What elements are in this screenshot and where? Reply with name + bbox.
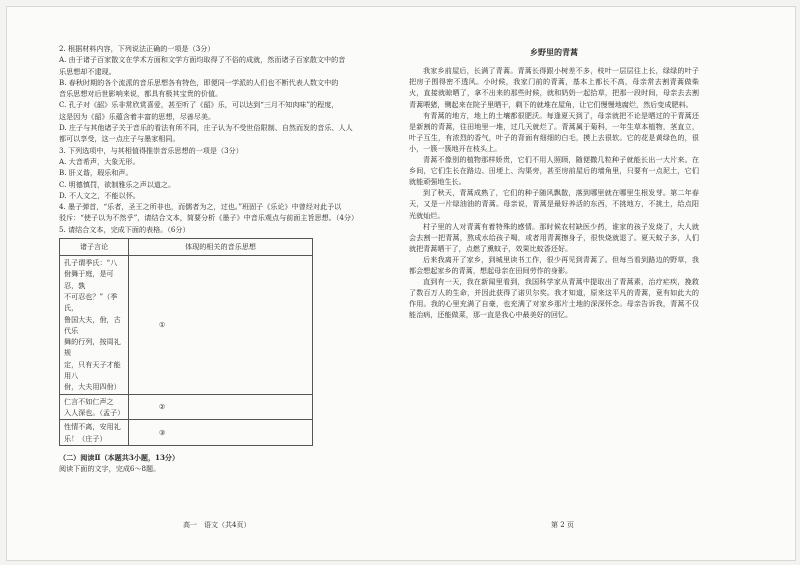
table-header-right: 体现的相关的音乐思想 (129, 239, 313, 256)
left-column (59, 43, 373, 474)
footer-left: 高一 语文（共4页） (183, 521, 251, 529)
table-quote-cell (60, 394, 129, 420)
question-line: 驳斥：“使子以为不然乎”，请结合文本，简要分析《墨子》中音乐观点与前面主旨思想。（4分） (59, 213, 359, 223)
answer-blank-2[interactable]: ② (129, 394, 313, 420)
article-paragraph: 后来我离开了家乡，到城里读书工作，很少再见到青蒿了。但每当看到路边的野草，我都会想起家乡的青蒿，想起母亲在田间劳作的身影。 (409, 254, 699, 275)
article-paragraph: 有青蒿的地方，地上的土壤都很肥沃。每逢夏天到了，母亲就把不论是晒过的干青蒿还是新割的青蒿，往田地里一堆，过几天就烂了。青蒿属于菊科，一年生草本植物，茎直立，叶子互生，有浓烈的香气，叶子的背面有细细的白毛，摸上去很软。它的花是黄绿色的，很小，一簇一簇地开在枝头上。 (409, 110, 699, 153)
article-paragraph: 村子里的人对青蒿有着特殊的感情。那时候农村缺医少药，谁家的孩子发烧了，大人就会去割一把青蒿，熬成水给孩子喝，或者用青蒿擦身子，很快烧就退了。夏天蚊子多，人们就把青蒿晒干了，点燃了熏蚊子，效果比蚊香还好。 (409, 221, 699, 253)
question-line: B. 肝义谐，瑕乐和声。 (59, 168, 133, 178)
section-instruction: 阅读下面的文字，完成6～8题。 (59, 464, 161, 474)
quote-line: 不可忍也？”（季氏， (64, 291, 118, 313)
question-line: C. 明德慎罚，欲制雅乐之声以道之。 (59, 179, 176, 189)
answer-table (59, 238, 313, 446)
question-line: 4. 墨子弹首，“乐者，圣王之所非也，而儒者为之，过也。”班固子《乐论》中曾经对此予以 (59, 202, 342, 212)
question-line: B. 春秋时期的各个流派的音乐思想各有特色，即便同一学派的人们也不断代表人数文中的 (59, 77, 339, 87)
question-line: 音乐思想对后世影响来说，都具有极其宝贵的价值。 (59, 89, 223, 99)
article-paragraph: 到了秋天，青蒿成熟了，它们的种子随风飘散，落到哪里就在哪里生根发芽。第二年春天，又是一片绿油油的青蒿。母亲说，青蒿是最好养活的东西，不挑地方，不挑土，给点阳光就灿烂。 (409, 188, 699, 220)
question-3-5 (59, 145, 373, 235)
quote-line: 性情不离，安用礼 (64, 422, 121, 432)
table-quote-cell (60, 420, 129, 446)
table-row (60, 256, 313, 395)
quote-line: 鲁国大夫，佾，古代乐 (64, 314, 121, 335)
quote-line: 定，只有天子才能用八 (64, 359, 121, 381)
quote-line: 入人深也。（孟子） (64, 407, 125, 417)
quote-line: 乐！（庄子） (64, 433, 107, 443)
quote-line: 仁言不如仁声之 (64, 396, 114, 406)
question-line: 乐思想却不逮现。 (59, 66, 116, 76)
question-line: 5. 请结合文本，完成下面的表格。（6分） (59, 224, 190, 234)
question-line: C. 孔子对《韶》乐非常欣赏喜爱，甚至听了《韶》乐，可以达到“三月不知肉味”的程度， (59, 100, 339, 110)
answer-blank-1[interactable]: ① (129, 256, 313, 395)
table-quote-cell (60, 256, 129, 395)
quote-line: 佾，大夫用四佾） (64, 382, 121, 392)
section-heading: （二）阅读Ⅱ（本题共3小题，13分） (59, 452, 180, 462)
question-line: 3. 下列选项中，与其相值得推崇音乐思想的一项是（3分） (59, 145, 243, 155)
question-line: A. 由于诸子百家散文在学术方面和文学方面均取得了不俗的成就，然而诸子百家散文中的音 (59, 55, 346, 65)
question-line: A. 大音希声，大象无形。 (59, 156, 140, 166)
article-paragraph: 青蒿不像别的植物那样娇贵，它们不用人照顾，随便撒几粒种子就能长出一大片来。在乡间，它们生长在路边、田埂上、沟渠旁，甚至房前屋后的墙角里，只要有一点泥土，它们就能顽强地生长。 (409, 155, 699, 187)
article-title: 乡野里的青蒿 (530, 47, 578, 57)
exam-sheet (6, 6, 796, 561)
question-line: 2. 根据材料内容，下列说法正确的一项是（3分） (59, 44, 215, 53)
question-2 (59, 43, 373, 145)
article-body (409, 65, 699, 320)
question-line: 都可以享受，这一点庄子与墨家相同。 (59, 134, 180, 144)
question-line: 这是因为《韶》乐蕴含着丰富的思想，尽善尽美。 (59, 111, 216, 121)
table-header-left: 诸子言论 (60, 239, 129, 256)
article-paragraph: 直到有一天，我在新闻里看到，我国科学家从青蒿中提取出了青蒿素，治疗疟疾，挽救了数百万人的生命，并因此获得了诺贝尔奖。我才知道，原来这平凡的青蒿，竟有如此大的作用。我的心里充满了自豪，也充满了对家乡那片土地的深深怀念。母亲告诉我，青蒿不仅能治病，还能做菜，那一直是我心中最美好的回忆。 (409, 277, 699, 320)
answer-blank-3[interactable]: ③ (129, 420, 313, 446)
footer-right: 第 2 页 (551, 521, 574, 529)
right-column (409, 43, 699, 320)
quote-line: 佾舞于庭，是可忍，孰 (64, 269, 114, 290)
quote-line: 孔子谓季氏：“八 (64, 258, 118, 268)
quote-line: 舞的行列，按周礼规 (64, 337, 121, 358)
question-line: D. 不人文之，不能以怀。 (59, 190, 140, 200)
table-row (60, 420, 313, 446)
article-paragraph: 我家乡前屋后，长满了青蒿。青蒿长得跟小树差不多，枝叶一层层往上长，绿绿的叶子把房子围得密不透风。小时候，我家门前的青蒿，基本上都长不高，母亲常去割青蒿做柴火，直接就晾晒了，拿不出来的那些时候，就和奶奶一起拾草，把那一段时间，母亲去去割青蒿喂猪，铡起来在院子里晒干，剩下的就堆在屋角，让它们慢慢地腐烂，然后变成肥料。 (409, 66, 699, 109)
table-row (60, 394, 313, 420)
question-line: D. 庄子与其他诸子关于音乐的看法有所不同，庄子认为不受世俗限制、自然而发的音乐、人人 (59, 123, 353, 133)
